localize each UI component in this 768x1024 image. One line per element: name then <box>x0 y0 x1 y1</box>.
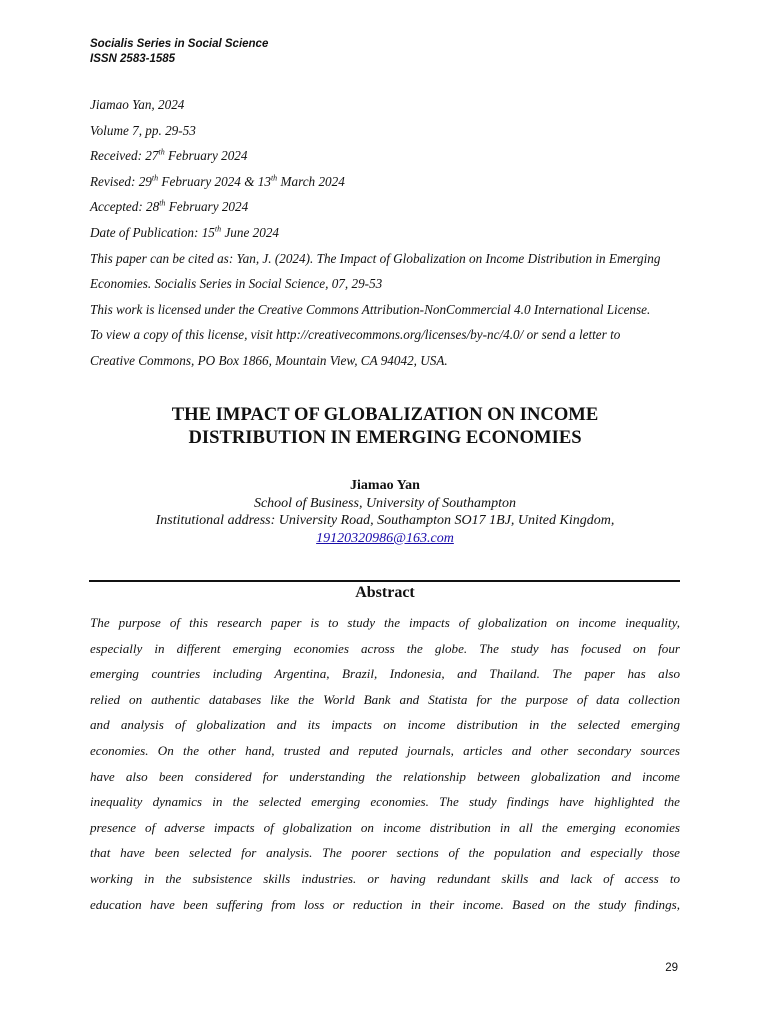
article-metadata <box>90 92 690 374</box>
paper-title <box>90 403 680 449</box>
abstract-line: have also been considered for understanding the relationship between globalization and income <box>90 768 680 784</box>
section-divider <box>89 580 680 582</box>
volume-pages: Volume 7, pp. 29-53 <box>90 122 196 138</box>
title-line: THE IMPACT OF GLOBALIZATION ON INCOME <box>171 404 599 425</box>
author-year: Jiamao Yan, 2024 <box>90 97 185 112</box>
journal-header <box>90 37 268 67</box>
abstract-body <box>90 610 680 917</box>
page-number: 29 <box>665 962 678 974</box>
publication-date: Date of Publication: 15th June 2024 <box>90 224 280 240</box>
citation-line: Economies. Socialis Series in Social Science, 07, 29-53 <box>90 276 383 292</box>
license-line: To view a copy of this license, visit http://creativecommons.org/licenses/by-nc/4.0/ or send a letter to <box>90 327 621 343</box>
title-line: DISTRIBUTION IN EMERGING ECONOMIES <box>188 427 582 448</box>
citation-line: This paper can be cited as: Yan, J. (2024). The Impact of Globalization on Income Distribution in Emerging <box>90 250 661 266</box>
abstract-line: working in the subsistence skills industries. or having redundant skills and lack of access to <box>90 870 680 886</box>
author-school: School of Business, University of Southampton <box>253 495 517 511</box>
abstract-line: inequality dynamics in the selected emerging economies. The study findings have highlighted the <box>90 794 680 810</box>
abstract-line: education have been suffering from loss or reduction in their income. Based on the study findings, <box>90 896 680 912</box>
author-block <box>90 477 680 547</box>
abstract-line: especially in different emerging economies across the globe. The study has focused on four <box>90 640 680 656</box>
abstract-line: emerging countries including Argentina, Brazil, Indonesia, and Thailand. The paper has also <box>90 666 680 682</box>
abstract-line: relied on authentic databases like the World Bank and Statista for the purpose of data collection <box>90 691 680 707</box>
license-line: Creative Commons, PO Box 1866, Mountain View, CA 94042, USA. <box>90 352 448 368</box>
journal-issn: ISSN 2583-1585 <box>90 53 176 65</box>
accepted-date: Accepted: 28th February 2024 <box>90 198 249 215</box>
abstract-line: and analysis of globalization and its impacts on income distribution in the selected emerging <box>90 717 680 733</box>
abstract-line: economies. On the other hand, trusted and reputed journals, articles and other secondary sources <box>90 742 680 758</box>
journal-name: Socialis Series in Social Science <box>90 38 269 50</box>
author-address: Institutional address: University Road, Southampton SO17 1BJ, United Kingdom, <box>155 513 615 528</box>
author-name: Jiamao Yan <box>350 478 420 493</box>
abstract-line: that have been selected for analysis. The poorer sections of the population and especially those <box>90 845 680 861</box>
license-line: This work is licensed under the Creative Commons Attribution-NonCommercial 4.0 International License. <box>90 301 651 317</box>
abstract-line: presence of adverse impacts of globalization on income distribution in all the emerging economies <box>90 819 680 835</box>
abstract-line: The purpose of this research paper is to study the impacts of globalization on income inequality, <box>90 615 680 630</box>
received-date: Received: 27th February 2024 <box>90 147 248 164</box>
abstract-heading: Abstract <box>355 584 415 601</box>
author-email-link[interactable]: 19120320986@163.com <box>316 530 454 546</box>
revised-date: Revised: 29th February 2024 & 13th March 2024 <box>90 173 345 189</box>
